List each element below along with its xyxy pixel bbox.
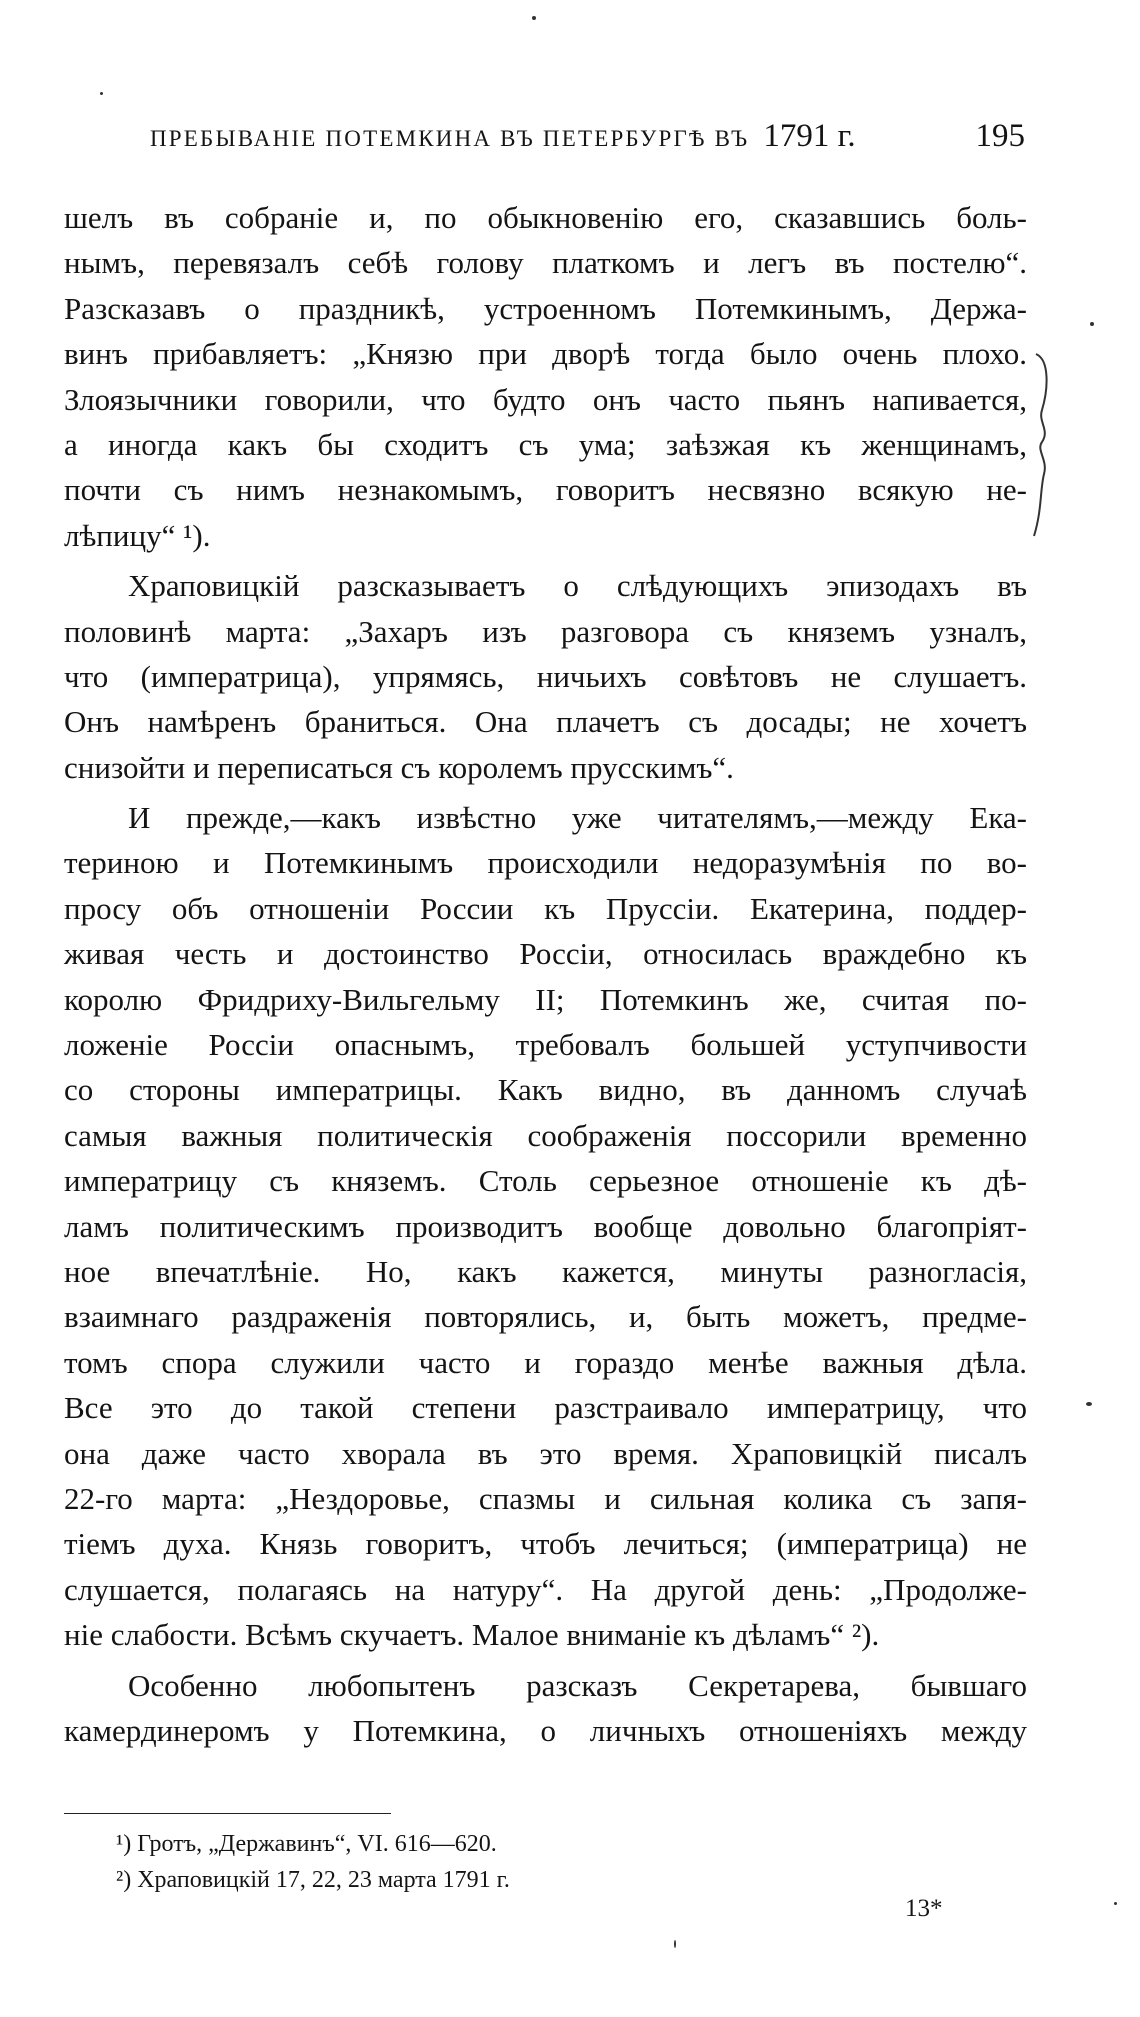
paper-speck (1086, 1402, 1092, 1406)
text-line: она даже часто хворала въ это время. Храповицкій писалъ (64, 1435, 1027, 1471)
paper-speck (100, 92, 103, 95)
header-year: 1791 г. (763, 118, 856, 154)
text-line: ное впечатлѣніе. Но, какъ кажется, минуты разногласія, (64, 1253, 1027, 1289)
text-line: териною и Потемкинымъ происходили недоразумѣнія по во- (64, 845, 1027, 881)
text-line: почти съ нимъ незнакомымъ, говоритъ несвязно всякую не- (64, 472, 1027, 508)
text-line: ніе слабости. Всѣмъ скучаетъ. Малое вниманіе къ дѣламъ“ ²). (64, 1617, 880, 1653)
text-line: взаимнаго раздраженія повторялись, и, быть можетъ, предме- (64, 1299, 1027, 1335)
text-line: со стороны императрицы. Какъ видно, въ данномъ случаѣ (64, 1072, 1027, 1108)
text-line: томъ спора служили часто и гораздо менѣе важныя дѣла. (64, 1344, 1027, 1380)
text-line: ламъ политическимъ производитъ вообще довольно благопріят- (64, 1208, 1027, 1244)
text-line: лѣпицу“ ¹). (64, 517, 211, 553)
text-line: самыя важныя политическія соображенія поссорили временно (64, 1117, 1027, 1153)
text-line: что (императрица), упрямясь, ничьихъ совѣтовъ не слушаетъ. (64, 658, 1027, 694)
paper-speck (1090, 322, 1094, 326)
text-line: 22-го марта: „Нездоровье, спазмы и сильная колика съ запя- (64, 1480, 1027, 1516)
text-line: Злоязычники говорили, что будто онъ часто пьянъ напивается, (64, 381, 1027, 417)
text-line: а иногда какъ бы сходитъ съ ума; заѣзжая къ женщинамъ, (64, 426, 1027, 462)
text-line: снизойти и переписаться съ королемъ прусскимъ“. (64, 749, 734, 785)
text-line: Храповицкій разсказываетъ о слѣдующихъ эпизодахъ въ (128, 568, 1027, 604)
text-line: шелъ въ собраніе и, по обыкновенію его, сказавшись боль- (64, 200, 1027, 235)
footnote-2: ²) Храповицкій 17, 22, 23 марта 1791 г. (116, 1867, 510, 1893)
signature-mark: 13* (905, 1895, 943, 1922)
margin-brace-mark (1028, 350, 1068, 540)
body-text (64, 195, 1027, 1753)
text-line: винъ прибавляетъ: „Князю при дворѣ тогда было очень плохо. (64, 336, 1027, 372)
footnotes (116, 1826, 816, 1898)
footnote-rule (64, 1813, 391, 1814)
page-header (150, 118, 1025, 168)
text-line: камердинеромъ у Потемкина, о личныхъ отношеніяхъ между (64, 1712, 1027, 1748)
paper-speck (674, 1940, 676, 1948)
paper-speck (532, 16, 536, 20)
text-line: тіемъ духа. Князь говоритъ, чтобъ лечиться; (императрица) не (64, 1526, 1027, 1562)
text-line: нымъ, перевязалъ себѣ голову платкомъ и легъ въ постелю“. (64, 245, 1027, 281)
text-line: И прежде,—какъ извѣстно уже читателямъ,—между Ека- (128, 800, 1027, 836)
text-line: слушается, полагаясь на натуру“. На другой день: „Продолже- (64, 1571, 1027, 1607)
footnote-1: ¹) Гротъ, „Державинъ“, VI. 616—620. (116, 1831, 497, 1857)
text-line: Разсказавъ о праздникѣ, устроенномъ Потемкинымъ, Держа- (64, 290, 1027, 326)
text-line: королю Фридриху-Вильгельму II; Потемкинъ же, считая по- (64, 981, 1027, 1017)
text-line: Онъ намѣренъ браниться. Она плачетъ съ досады; не хочетъ (64, 704, 1027, 740)
text-line: императрицу съ княземъ. Столь серьезное отношеніе къ дѣ- (64, 1163, 1027, 1199)
page-number: 195 (975, 118, 1025, 154)
text-line: половинѣ марта: „Захаръ изъ разговора съ княземъ узналъ, (64, 613, 1027, 649)
text-line: Все это до такой степени разстраивало императрицу, что (64, 1390, 1027, 1426)
running-head: ПРЕБЫВАНІЕ ПОТЕМКИНА ВЪ ПЕТЕРБУРГѢ ВЪ (150, 126, 750, 151)
text-line: ложеніе Россіи опаснымъ, требовалъ большей уступчивости (64, 1027, 1027, 1063)
text-line: просу объ отношеніи России къ Пруссіи. Екатерина, поддер- (64, 890, 1027, 926)
text-line: Особенно любопытенъ разсказъ Секретарева, бывшаго (128, 1667, 1027, 1703)
paper-speck (1114, 1902, 1117, 1905)
text-line: живая честь и достоинство Россіи, относилась враждебно къ (64, 936, 1027, 972)
